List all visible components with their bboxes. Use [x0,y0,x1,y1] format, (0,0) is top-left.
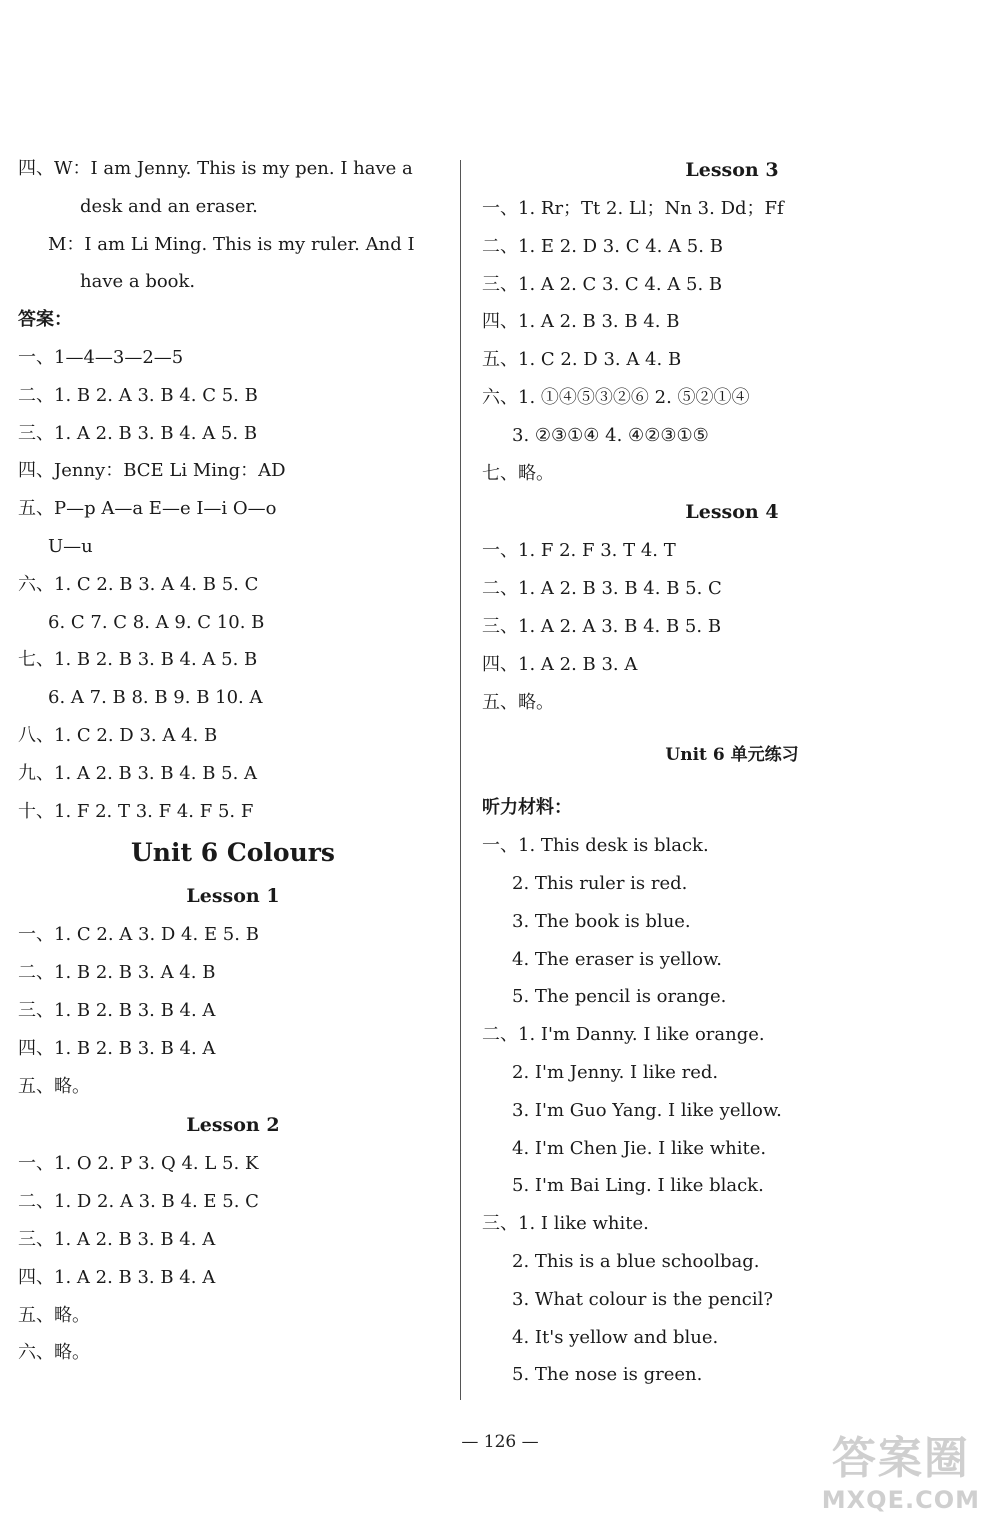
dialogue-line: 四、W：I am Jenny. This is my pen. I have a [18,158,413,179]
answer-line: 6. C 7. C 8. A 9. C 10. B [48,611,265,633]
answer-line: 一、1—4—3—2—5 [18,346,184,368]
script-line: 3. The book is blue. [512,910,691,932]
answer-line: 四、1. A 2. B 3. A [482,653,638,675]
answer-line: 四、1. A 2. B 3. B 4. A [18,1266,216,1288]
answer-line: 四、Jenny：BCE Li Ming：AD [18,460,286,482]
right-column [482,150,982,1394]
answer-line: 一、1. Rr；Tt 2. Ll；Nn 3. Dd；Ff [482,198,784,219]
watermark-url: MXQE.COM [821,1486,980,1514]
script-line: 二、1. I'm Danny. I like orange. [482,1024,765,1046]
answer-line: 二、1. A 2. B 3. B 4. B 5. C [482,578,722,600]
lesson-heading: Lesson 2 [186,1114,280,1137]
answer-line: 三、1. A 2. B 3. B 4. A [18,1228,216,1250]
answer-line: 二、1. E 2. D 3. C 4. A 5. B [482,235,723,257]
page-number: — 126 — [461,1432,539,1452]
answer-line: 一、1. C 2. A 3. D 4. E 5. B [18,924,259,946]
answer-line: 六、1. C 2. B 3. A 4. B 5. C [18,573,259,595]
script-line: 2. This ruler is red. [512,872,688,894]
answer-line: 二、1. B 2. B 3. A 4. B [18,962,216,984]
dialogue-line: desk and an eraser. [80,195,258,217]
answer-line: 三、1. A 2. C 3. C 4. A 5. B [482,273,723,295]
answer-line: 五、略。 [18,1075,90,1097]
script-line: 一、1. This desk is black. [482,835,709,857]
column-divider [460,160,461,1400]
answer-line: 一、1. O 2. P 3. Q 4. L 5. K [18,1153,259,1175]
script-line: 5. The pencil is orange. [512,986,727,1008]
answer-line: 七、1. B 2. B 3. B 4. A 5. B [18,649,258,671]
script-line: 4. The eraser is yellow. [512,948,722,970]
script-line: 4. It's yellow and blue. [512,1326,719,1348]
listening-label: 听力材料： [482,797,572,819]
answer-line: U—u [48,535,93,557]
answer-line: 3. ②③①④ 4. ④②③①⑤ [512,424,709,446]
answer-line: 一、1. F 2. F 3. T 4. T [482,540,676,562]
script-line: 2. This is a blue schoolbag. [512,1250,760,1272]
unit-practice-heading: Unit 6 单元练习 [665,745,799,766]
watermark-text: 答案圈 [831,1433,970,1484]
answer-line: 五、略。 [18,1304,90,1326]
lesson-heading: Lesson 1 [186,885,280,908]
spacer [482,721,982,735]
script-line: 3. I'm Guo Yang. I like yellow. [512,1099,782,1121]
answer-line: 六、略。 [18,1342,90,1364]
left-column [18,150,448,1372]
answer-line: 6. A 7. B 8. B 9. B 10. A [48,687,263,709]
script-line: 2. I'm Jenny. I like red. [512,1061,719,1083]
answer-line: 五、1. C 2. D 3. A 4. B [482,349,682,371]
lesson-heading: Lesson 4 [685,501,779,524]
answer-line: 七、略。 [482,462,554,484]
script-line: 三、1. I like white. [482,1213,649,1235]
script-line: 5. I'm Bai Ling. I like black. [512,1175,764,1197]
answer-line: 八、1. C 2. D 3. A 4. B [18,724,218,746]
watermark-logo [822,1422,980,1514]
answer-line: 四、1. A 2. B 3. B 4. B [482,311,680,333]
answer-line: 二、1. B 2. A 3. B 4. C 5. B [18,384,258,406]
answer-label: 答案： [18,309,72,331]
answer-line: 三、1. A 2. B 3. B 4. A 5. B [18,422,258,444]
answer-line: 九、1. A 2. B 3. B 4. B 5. A [18,762,258,784]
script-line: 4. I'm Chen Jie. I like white. [512,1137,767,1159]
answer-line: 二、1. D 2. A 3. B 4. E 5. C [18,1191,259,1213]
answer-line: 三、1. B 2. B 3. B 4. A [18,999,216,1021]
answer-line: 六、1. ①④⑤③②⑥ 2. ⑤②①④ [482,386,750,408]
lesson-heading: Lesson 3 [685,159,779,181]
answer-line: 四、1. B 2. B 3. B 4. A [18,1037,216,1059]
spacer [482,775,982,789]
script-line: 5. The nose is green. [512,1364,703,1386]
answer-line: 五、略。 [482,691,554,713]
answer-line: 三、1. A 2. A 3. B 4. B 5. B [482,615,722,637]
dialogue-line: M：I am Li Ming. This is my ruler. And I [48,233,415,255]
answer-line: 五、P—p A—a E—e I—i O—o [18,498,277,520]
unit-title: Unit 6 Colours [131,838,335,868]
answer-line: 十、1. F 2. T 3. F 4. F 5. F [18,800,254,822]
script-line: 3. What colour is the pencil? [512,1288,774,1310]
dialogue-line: have a book. [80,271,196,293]
